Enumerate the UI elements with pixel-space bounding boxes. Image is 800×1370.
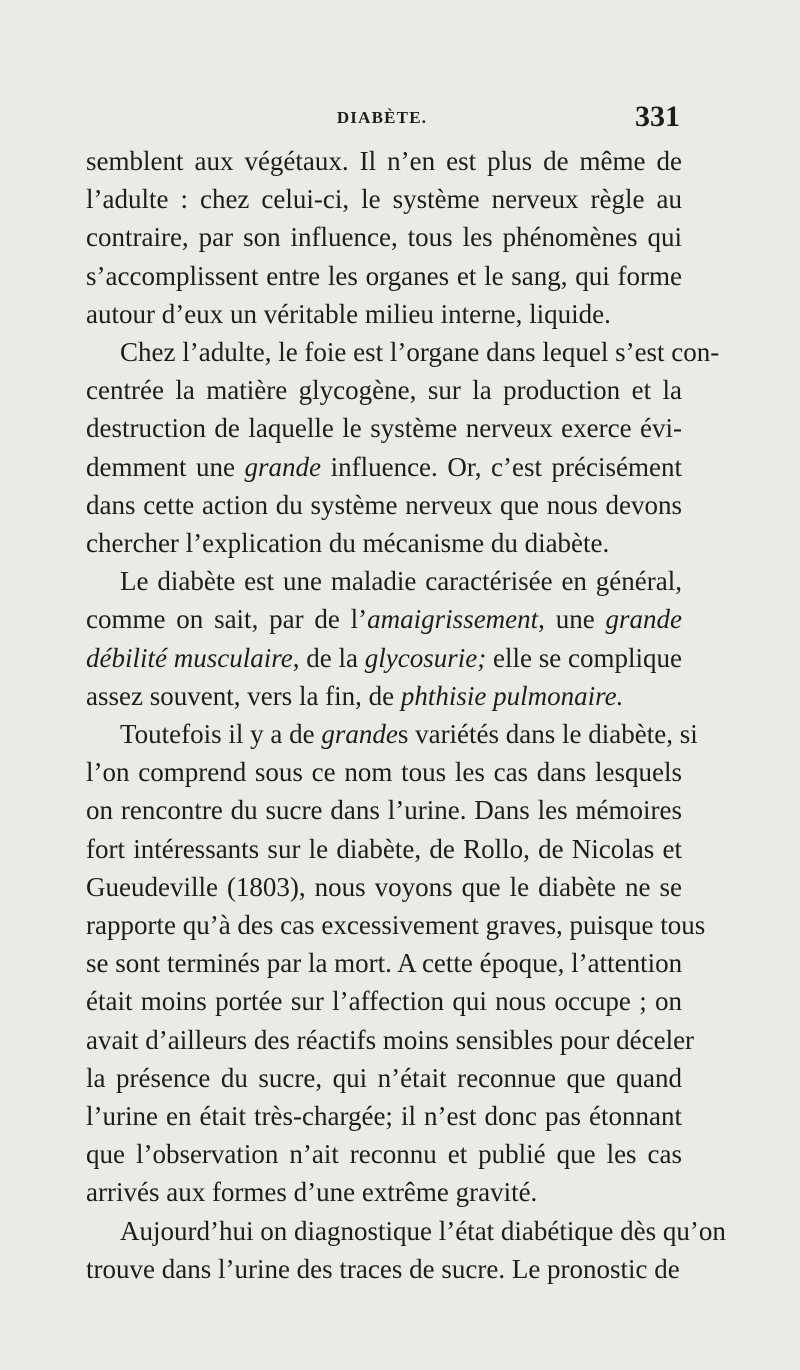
text-line: rapporte qu’à des cas excessivement graves, puisque tous	[86, 910, 706, 941]
text-line: Aujourd’hui on diagnostique l’état diabétique dès qu’on	[120, 1215, 726, 1246]
text-line: autour d’eux un véritable milieu interne, liquide.	[86, 298, 611, 329]
text-line: trouve dans l’urine des traces de sucre. Le pronostic de	[86, 1253, 680, 1284]
italic-phrase: débilité musculaire	[86, 642, 293, 673]
text-line: Le diabète est une maladie caractérisée en général,	[120, 566, 682, 597]
text-line: arrivés aux formes d’une extrême gravité.	[86, 1177, 538, 1208]
running-head	[84, 102, 680, 142]
text-line: avait d’ailleurs des réactifs moins sensibles pour déceler	[86, 1024, 695, 1055]
text-line: fort intéressants sur le diabète, de Rollo, de Nicolas et	[86, 833, 682, 864]
text-line: Gueudeville (1803), nous voyons que le diabète ne se	[86, 871, 682, 902]
text-line: chercher l’explication du mécanisme du diabète.	[86, 528, 610, 559]
text-line: destruction de laquelle le système nerveux exerce évi-	[86, 413, 682, 444]
italic-phrase: grande	[244, 451, 322, 482]
italic-phrase: grande	[605, 604, 683, 635]
paragraph	[86, 562, 682, 715]
body-text	[86, 142, 726, 1288]
italic-phrase: grande	[321, 719, 398, 750]
text-line: on rencontre du sucre dans l’urine. Dans les mémoires	[86, 795, 682, 826]
text-line: semblent aux végétaux. Il n’en est plus de même de	[86, 146, 682, 176]
text-line: demment une grande influence. Or, c’est précisément	[86, 451, 682, 482]
text-line: dans cette action du système nerveux que nous devons	[86, 489, 682, 520]
text-line: l’adulte : chez celui-ci, le système nerveux règle au	[86, 184, 682, 215]
italic-phrase: glycosurie;	[364, 642, 487, 673]
text-line: l’urine en était très-chargée; il n’est donc pas étonnant	[86, 1101, 682, 1132]
text-line: assez souvent, vers la fin, de phthisie pulmonaire.	[86, 680, 624, 711]
paragraph	[86, 333, 720, 562]
paragraph	[86, 142, 682, 333]
text-line: comme on sait, par de l’amaigrissement, une grande	[86, 604, 683, 635]
text-line: se sont terminés par la mort. A cette époque, l’attention	[86, 948, 683, 979]
paragraph	[86, 1212, 726, 1288]
text-line: l’on comprend sous ce nom tous les cas dans lesquels	[86, 757, 682, 788]
page-number: 331	[635, 100, 680, 133]
italic-phrase: amaigrissement	[367, 604, 539, 635]
text-line: Toutefois il y a de grandes variétés dans le diabète, si	[120, 719, 698, 750]
text-line: la présence du sucre, qui n’était reconnue que quand	[86, 1062, 682, 1093]
text-line: contraire, par son influence, tous les phénomènes qui	[86, 222, 682, 253]
italic-phrase: phthisie pulmonaire.	[400, 680, 624, 711]
text-line: s’accomplissent entre les organes et le sang, qui forme	[86, 260, 682, 291]
text-line: était moins portée sur l’affection qui nous occupe ; on	[86, 986, 682, 1017]
text-line: débilité musculaire, de la glycosurie; elle se complique	[86, 642, 682, 673]
text-line: centrée la matière glycogène, sur la production et la	[86, 375, 682, 406]
text-line: que l’observation n’ait reconnu et publié que les cas	[86, 1139, 682, 1170]
running-title: DIABÈTE.	[336, 108, 428, 127]
paragraph	[86, 715, 706, 1212]
text-line: Chez l’adulte, le foie est l’organe dans lequel s’est con-	[120, 337, 720, 368]
